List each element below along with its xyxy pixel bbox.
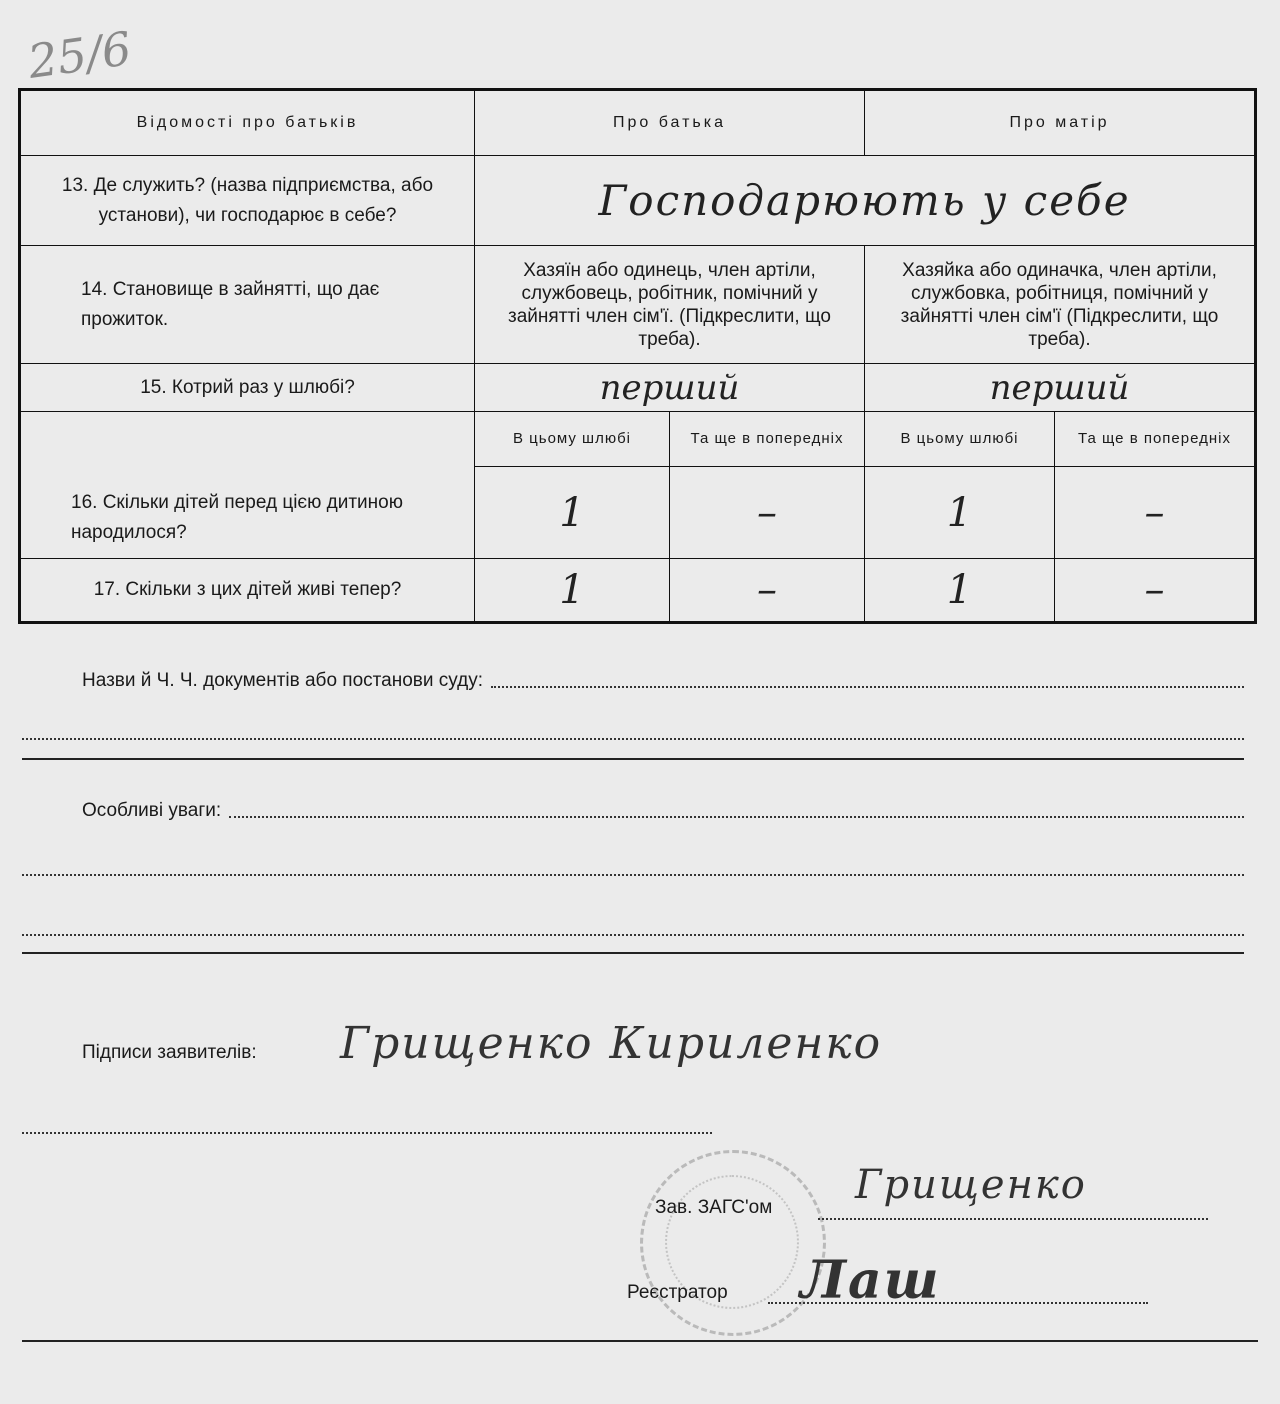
documents-dotted-line-2 (22, 738, 1244, 740)
parents-info-table (18, 88, 1257, 624)
subheader-mother-this-marriage: В цьому шлюбі (865, 412, 1055, 467)
q17-mother-this: 1 (865, 559, 1055, 623)
q17-father-prev: – (670, 559, 865, 623)
remarks-dotted-line (229, 815, 1244, 818)
header-father: Про батька (475, 90, 865, 156)
subheader-father-this-marriage: В цьому шлюбі (475, 412, 670, 467)
page-number: 25/6 (24, 21, 135, 89)
answer-13-handwritten: Господарюють у себе (475, 156, 1256, 246)
applicants-signature: Грищенко Кириленко (340, 1018, 883, 1069)
question-14: 14. Становище в зайнятті, що дає прожиток. (20, 246, 475, 364)
q17-father-this: 1 (475, 559, 670, 623)
mother-occupation-options: Хазяйка або одиначка, член артіли, службовка, робітниця, помічний у зайнятті член сім'ї (Підкреслити, що треба). (865, 246, 1256, 364)
father-occupation-options: Хазяїн або одинець, член артіли, службовець, робітник, помічний у зайнятті член сім'ї. (Підкреслити, що треба). (475, 246, 865, 364)
question-15: 15. Котрий раз у шлюбі? (20, 364, 475, 412)
q16-father-prev: – (670, 467, 865, 559)
q17-mother-prev: – (1055, 559, 1256, 623)
registrar-label: Реєстратор (627, 1282, 728, 1303)
q16-mother-this: 1 (865, 467, 1055, 559)
documents-label: Назви й Ч. Ч. документів або постанови суду: (82, 670, 483, 691)
head-registry-label: Зав. ЗАГС'ом (655, 1197, 773, 1218)
section-divider-1 (22, 758, 1244, 760)
remarks-field (22, 800, 1244, 822)
bottom-rule (22, 1340, 1258, 1342)
mother-marriage-count: перший (865, 364, 1256, 412)
documents-dotted-line (491, 685, 1244, 688)
registrar-signature: Лаш (800, 1250, 941, 1311)
question-17: 17. Скільки з цих дітей живі тепер? (20, 559, 475, 623)
father-marriage-count: перший (475, 364, 865, 412)
subheader-mother-previous: Та ще в попередніх (1055, 412, 1256, 467)
header-mother: Про матір (865, 90, 1256, 156)
registrar-dotted-line (768, 1302, 1148, 1304)
q16-mother-prev: – (1055, 467, 1256, 559)
official-stamp (640, 1150, 826, 1336)
q16-father-this: 1 (475, 467, 670, 559)
header-parents-info: Відомості про батьків (20, 90, 475, 156)
question-13: 13. Де служить? (назва підприємства, або установи), чи господарює в себе? (20, 156, 475, 246)
remarks-label: Особливі уваги: (82, 800, 222, 821)
subheader-father-previous: Та ще в попередніх (670, 412, 865, 467)
section-divider-2 (22, 952, 1244, 954)
head-registry-signature: Грищенко (855, 1162, 1087, 1208)
applicants-signature-label: Підписи заявителів: (82, 1042, 257, 1063)
remarks-dotted-line-3 (22, 934, 1244, 936)
head-registry-dotted-line (818, 1218, 1208, 1220)
question-16: 16. Скільки дітей перед цією дитиною народилося? (20, 412, 475, 559)
applicants-dotted-line (22, 1132, 712, 1134)
documents-field (22, 670, 1244, 692)
remarks-dotted-line-2 (22, 874, 1244, 876)
